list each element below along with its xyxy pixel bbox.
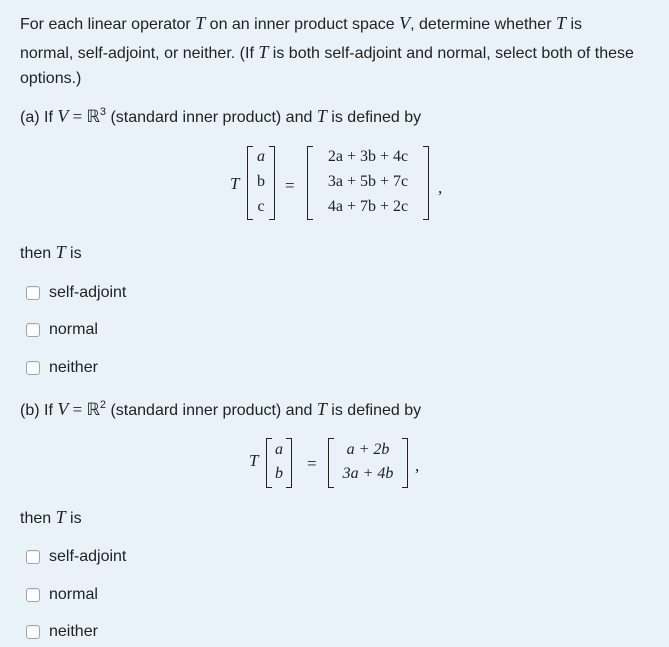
checkbox[interactable] — [26, 323, 40, 337]
option-neither-a[interactable]: neither — [26, 359, 98, 377]
part-b-then: then T is — [20, 507, 82, 527]
checkbox[interactable] — [26, 361, 40, 375]
checkbox[interactable] — [26, 550, 40, 564]
checkbox[interactable] — [26, 588, 40, 602]
option-normal-b[interactable]: normal — [26, 586, 98, 604]
lhs-entry: b — [257, 173, 265, 190]
checkbox[interactable] — [26, 625, 40, 639]
lhs-vector-a — [247, 146, 275, 220]
part-b-heading: (b) If V = ℝ$^2$ (standard inner product) and T is defined by — [20, 399, 422, 419]
option-self-adjoint-b[interactable]: self-adjoint — [26, 548, 126, 566]
equals-sign: = — [307, 454, 317, 473]
lhs-vector-b — [266, 438, 292, 488]
option-neither-b[interactable]: neither — [26, 623, 98, 641]
lhs-entry: a — [257, 148, 265, 165]
comma: , — [438, 178, 443, 197]
equals-sign: = — [285, 176, 295, 195]
intro-line-3: options.) — [20, 70, 82, 87]
lhs-entry: c — [257, 198, 265, 215]
option-self-adjoint-a[interactable]: self-adjoint — [26, 284, 126, 302]
rhs-vector-b — [328, 438, 408, 488]
part-a-then: then T is — [20, 242, 82, 262]
rhs-entry: 3a + 4b — [342, 465, 394, 482]
lhs-entry: b — [275, 465, 283, 482]
rhs-entry: 4a + 7b + 2c — [327, 198, 409, 215]
comma: , — [415, 456, 420, 475]
rhs-entry: a + 2b — [346, 441, 390, 458]
rhs-entry: 2a + 3b + 4c — [327, 148, 409, 165]
checkbox[interactable] — [26, 286, 40, 300]
operator-t: T — [249, 451, 259, 470]
intro-line-1: For each linear operator T on an inner product space V, determine whether T is — [20, 13, 582, 33]
part-a-heading: (a) If V = ℝ$^3$ (standard inner product) and T is defined by — [20, 106, 422, 126]
lhs-entry: a — [275, 441, 283, 458]
intro-line-2: normal, self-adjoint, or neither. (If T is both self-adjoint and normal, select both of these — [20, 42, 634, 62]
option-normal-a[interactable]: normal — [26, 321, 98, 339]
rhs-entry: 3a + 5b + 7c — [327, 173, 409, 190]
operator-t: T — [230, 174, 240, 193]
rhs-vector-a — [307, 146, 429, 220]
